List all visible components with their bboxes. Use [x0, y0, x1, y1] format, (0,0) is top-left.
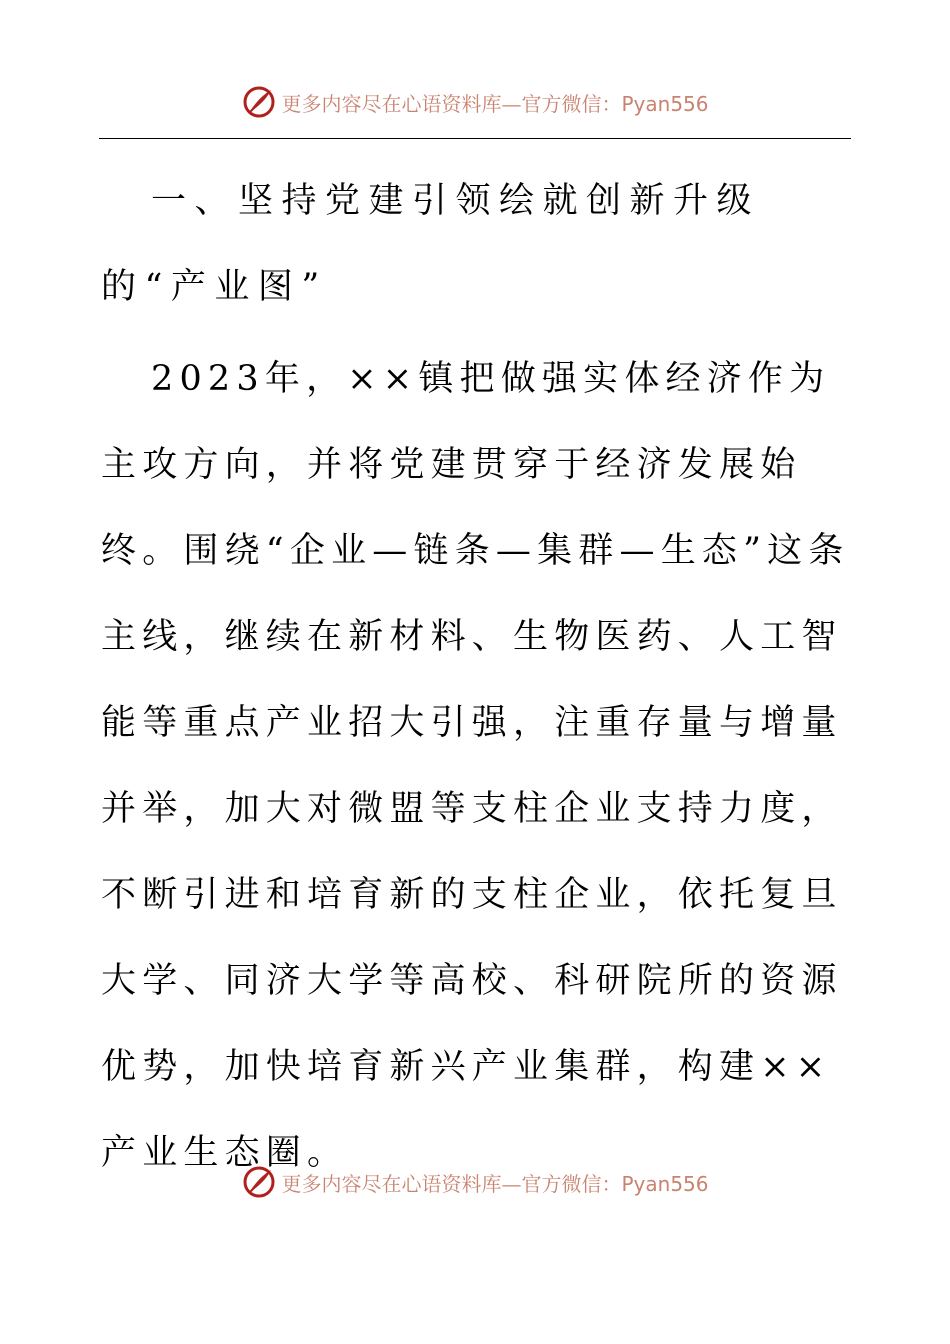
header-banner [0, 80, 950, 124]
body-paragraph: 2023年，××镇把做强实体经济作为主攻方向，并将党建贯穿于经济发展始终。围绕“企业—链条—集群—生态”这条主线，继续在新材料、生物医药、人工智能等重点产业招大引强，注重存量与增量并举，加大对微盟等支柱企业支持力度，不断引进和培育新的支柱企业，依托复旦大学、同济大学等高校、科研院所的资源优势，加快培育新兴产业集群，构建××产业生态圈。 [101, 359, 850, 1173]
quill-circle-icon [241, 84, 277, 120]
header-banner-content [241, 84, 708, 120]
quill-circle-icon [241, 1164, 277, 1200]
section-heading: 一、坚持党建引领绘就创新升级的“产业图” [101, 181, 761, 307]
header-divider [99, 138, 851, 139]
footer-banner-content [241, 1164, 708, 1200]
footer-banner [0, 1160, 950, 1204]
footer-banner-label: 更多内容尽在心语资料库—官方微信： [281, 1171, 622, 1196]
header-wechat-id: Pyan556 [621, 91, 709, 116]
footer-banner-text [281, 1168, 708, 1197]
header-banner-label: 更多内容尽在心语资料库—官方微信： [281, 91, 622, 116]
document-body [101, 158, 861, 1196]
footer-wechat-id: Pyan556 [621, 1171, 709, 1196]
header-banner-text [281, 88, 708, 117]
